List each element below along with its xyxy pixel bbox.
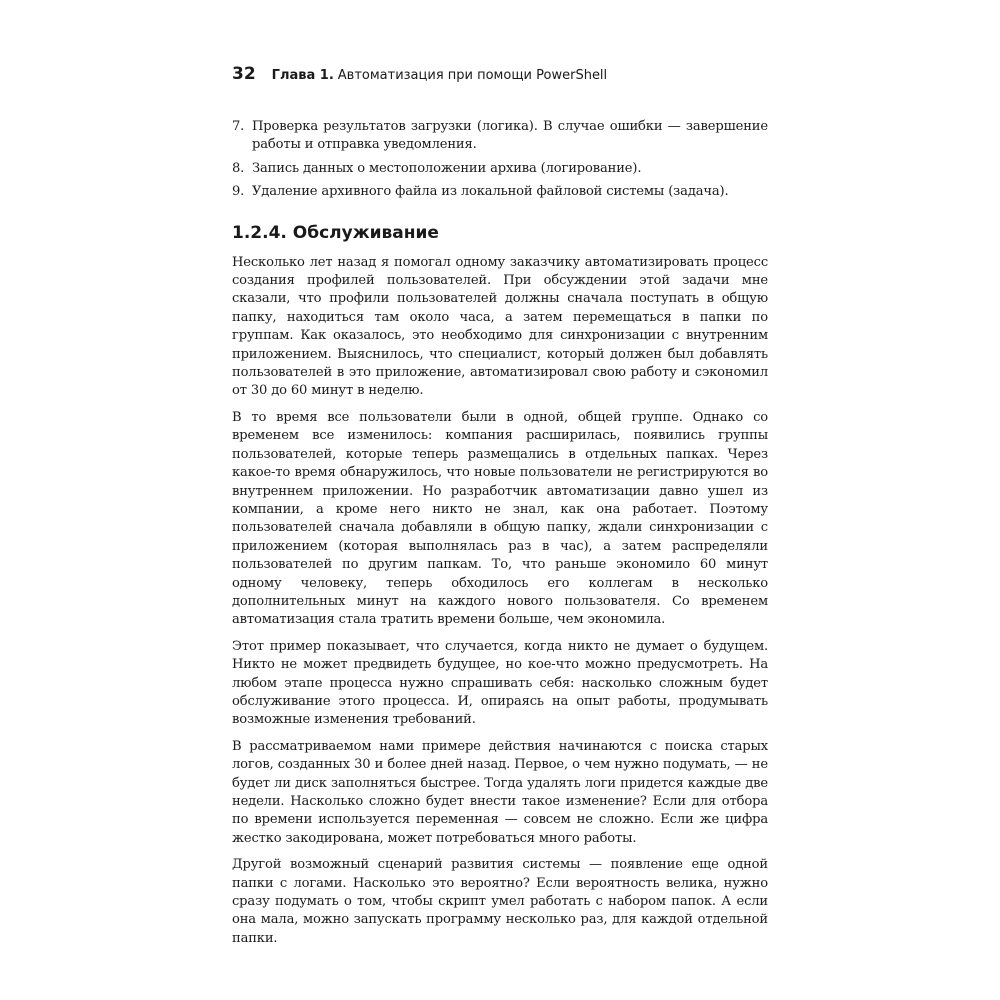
numbered-list: [232, 118, 768, 202]
list-item-text: Удаление архивного файла из локальной файловой системы (задача).: [252, 184, 729, 200]
paragraph: В рассматриваемом нами примере действия начинаются с поиска старых логов, созданных 30 и более дней назад. Первое, о чем нужно подумать, — не будет ли диск заполняться быстрее. Тогда удалять логи придется каждые две недели. Насколько сложно будет внести такое изменение? Если для отбора по времени используется переменная — совсем не сложно. Если же цифра жестко закодирована, может потребоваться много работы.: [232, 738, 768, 846]
list-item-text: Проверка результатов загрузки (логика). В случае ошибки — завершение работы и отправка уведомления.: [252, 119, 768, 153]
page-content: [232, 118, 768, 956]
paragraph: Этот пример показывает, что случается, когда никто не думает о будущем. Никто не может предвидеть будущее, но кое-что можно предусмотреть. На любом этапе процесса нужно спрашивать себя: насколько сложным будет обслуживание этого процесса. И, опираясь на опыт работы, продумывать возможные изменения требований.: [232, 638, 768, 728]
running-head: [232, 64, 772, 88]
chapter-label: Глава 1.: [271, 68, 334, 83]
paragraph: Несколько лет назад я помогал одному заказчику автоматизировать процесс создания профилей пользователей. При обсуждении этой задачи мне сказали, что профили пользователей должны сначала поступать в общую папку, находиться там около часа, а затем перемещаться в папки по группам. Как оказалось, это необходимо для синхронизации с внутренним приложением. Выяснилось, что специалист, который должен был добавлять пользователей в это приложение, автоматизировал свою работу и сэкономил от 30 до 60 минут в неделю.: [232, 254, 768, 399]
section-heading: 1.2.4. Обслуживание: [232, 222, 439, 243]
page-number: 32: [232, 64, 256, 84]
paragraph: Другой возможный сценарий развития системы — появление еще одной папки с логами. Насколько это вероятно? Если вероятность велика, нужно сразу подумать о том, чтобы скрипт умел работать с набором папок. А если она мала, можно запускать программу несколько раз, для каждой отдельной папки.: [232, 857, 768, 946]
list-item-text: Запись данных о местоположении архива (логирование).: [252, 160, 642, 176]
list-item: [232, 118, 768, 155]
list-item-number: 9.: [232, 184, 245, 200]
list-item: [232, 160, 768, 178]
chapter-title: Автоматизация при помощи PowerShell: [337, 68, 608, 83]
paragraph: В то время все пользователи были в одной, общей группе. Однако со временем все изменилось: компания расширилась, появились группы пользователей, которые теперь размещались в отдельных папках. Через какое-то время обнаружилось, что новые пользователи не регистрируются во внутреннем приложении. Но разработчик автоматизации давно ушел из компании, а кроме него никто не знал, как она работает. Поэтому пользователей сначала добавляли в общую папку, ждали синхронизации с приложением (которая выполнялась раз в час), а затем распределяли пользователей по другим папкам. То, что раньше экономило 60 минут одному человеку, теперь обходилось его коллегам в несколько дополнительных минут на каждого нового пользователя. Со временем автоматизация стала тратить времени больше, чем экономила.: [232, 409, 768, 628]
list-item-number: 7.: [232, 119, 245, 134]
list-item: [232, 183, 768, 201]
list-item-number: 8.: [232, 160, 245, 176]
